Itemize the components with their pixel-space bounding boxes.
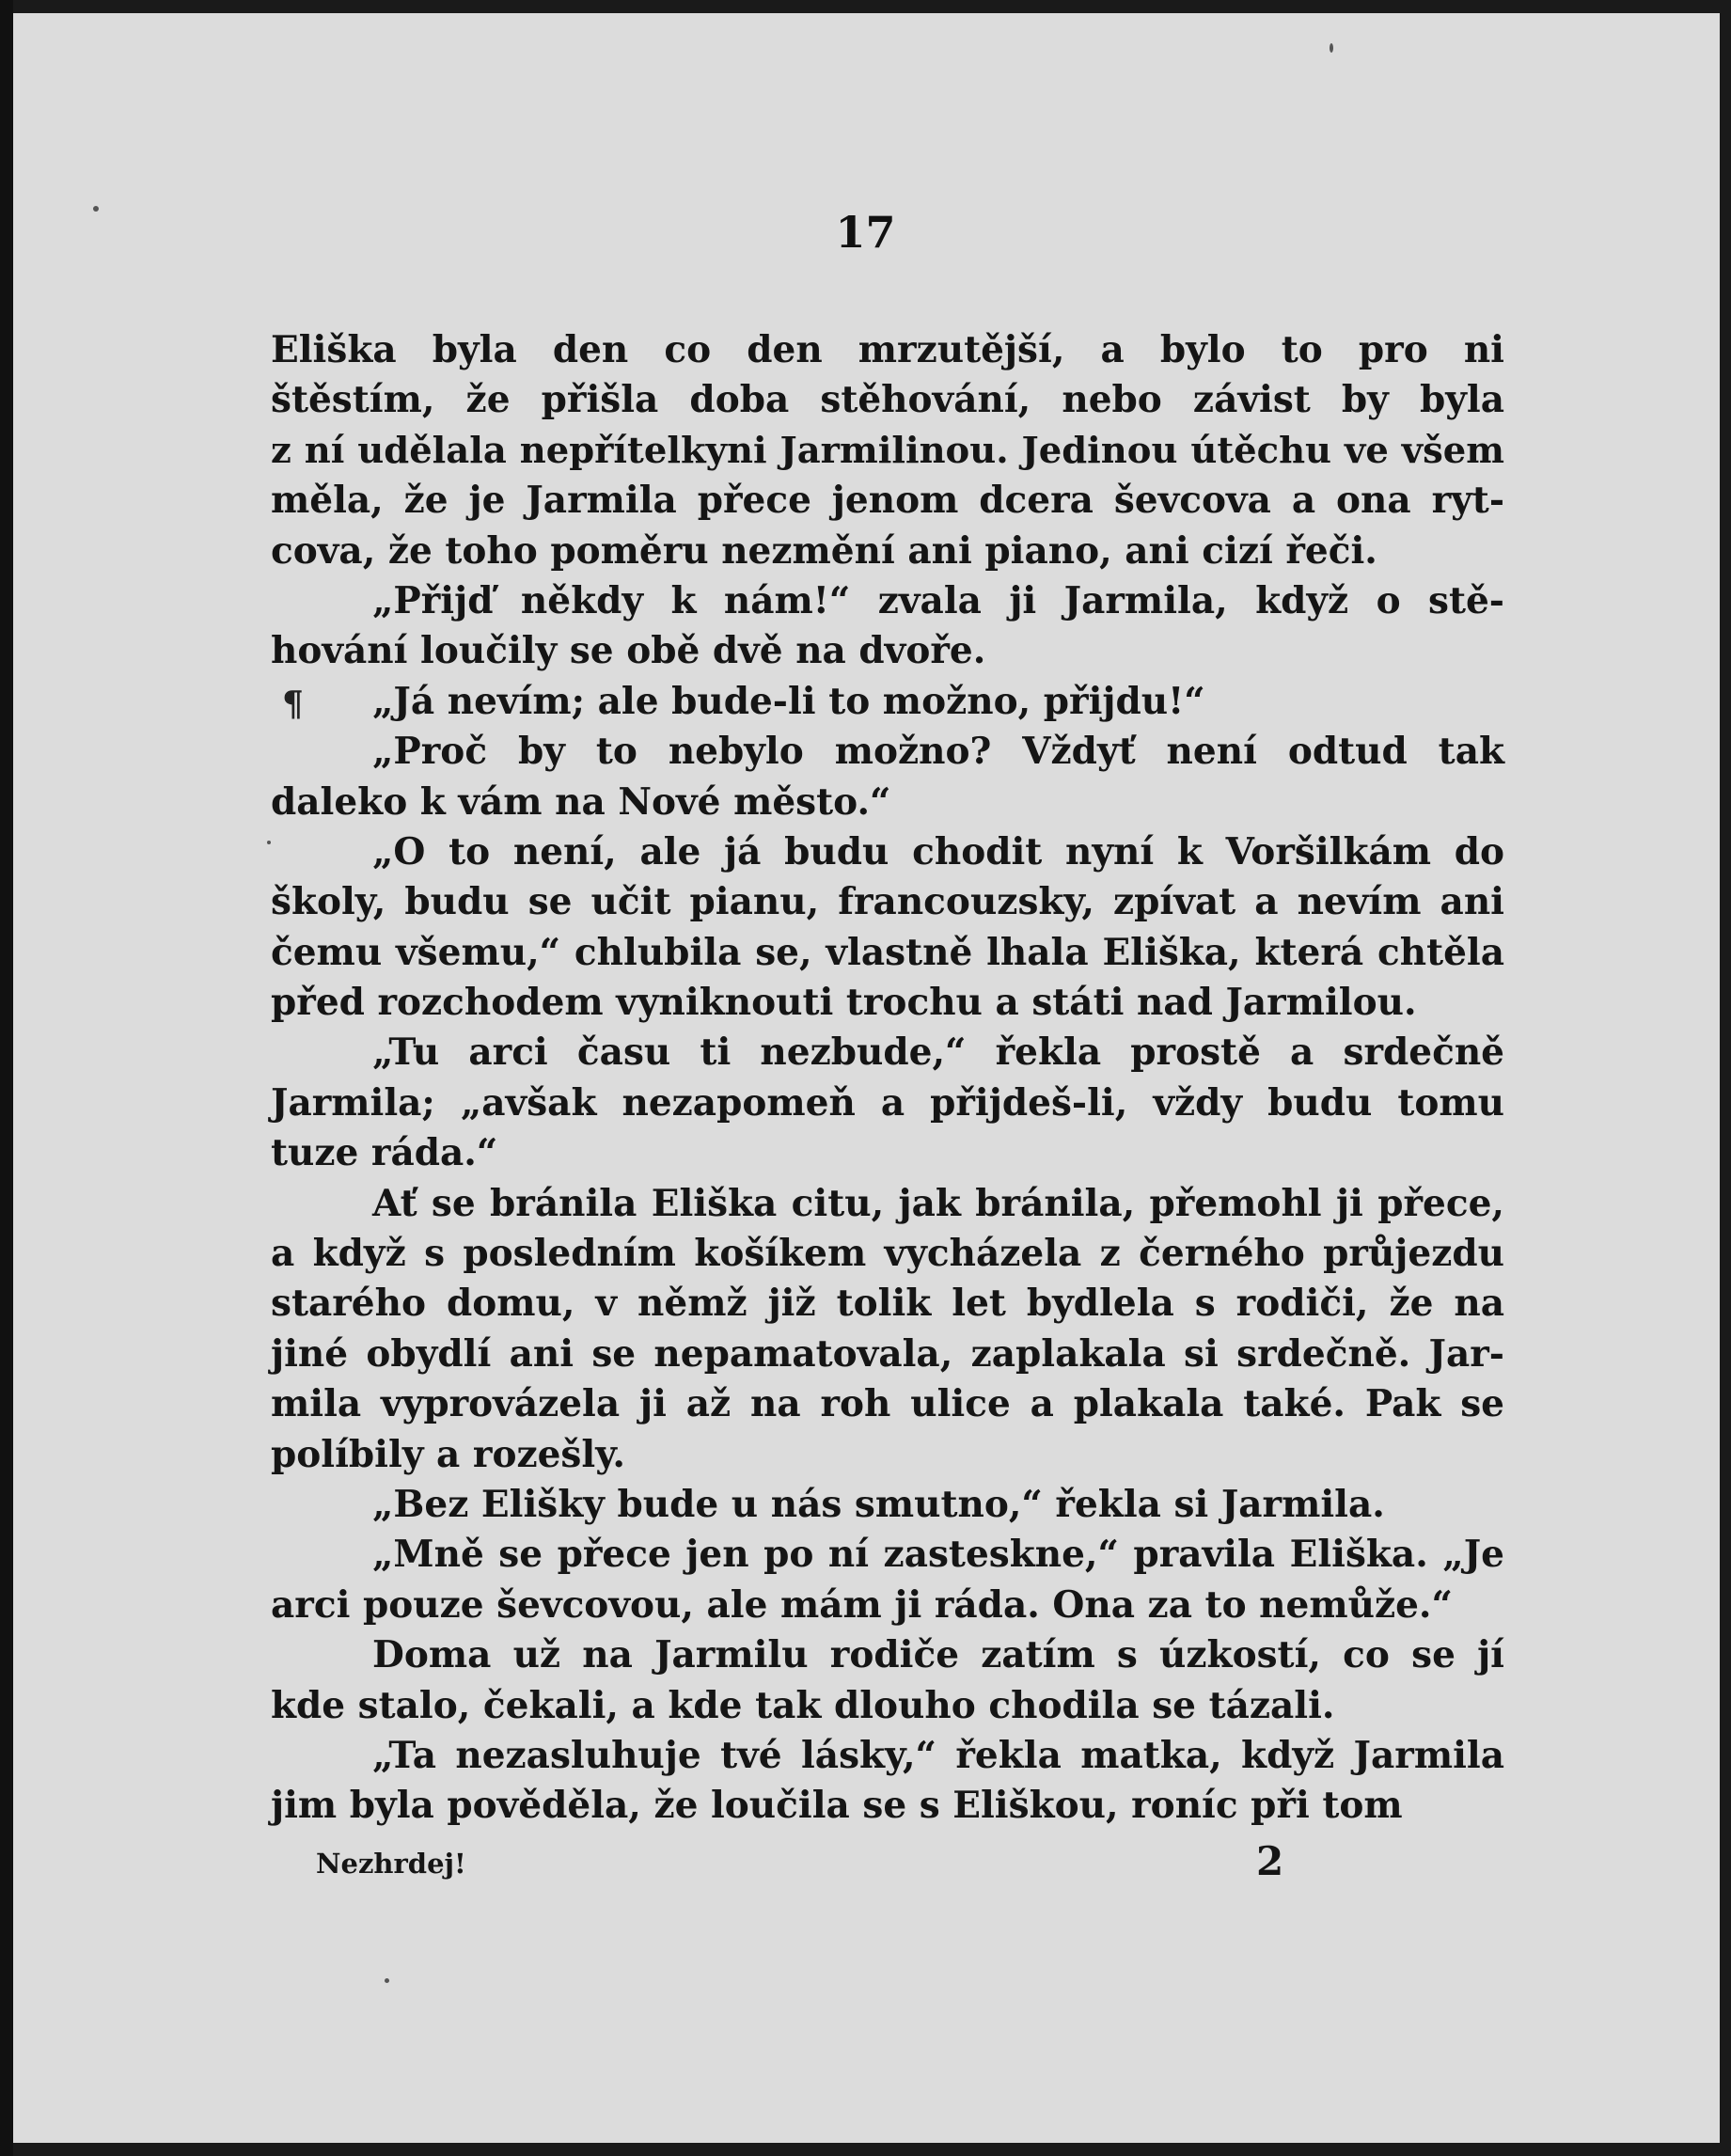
text-line: „Já nevím; ale bude-li to možno, přijdu!“ (372, 679, 1205, 723)
book-spine-edge (0, 0, 13, 2156)
scan-speck (1330, 43, 1333, 53)
page-footer (0, 1838, 1731, 1895)
text-line: tuze ráda.“ (271, 1131, 498, 1175)
text-line: Ať se bránila Eliška citu, jak bránila, přemohl ji přece, (372, 1181, 1504, 1225)
text-line: měla, že je Jarmila přece jenom dcera ševcova a ona ryt- (271, 479, 1504, 523)
text-line: arci pouze ševcovou, ale mám ji ráda. Ona za to nemůže.“ (271, 1582, 1453, 1627)
margin-mark: ¶ (282, 685, 304, 724)
text-line: Eliška byla den co den mrzutější, a bylo to pro ni (271, 328, 1504, 371)
footer-book-title: Nezhrdej! (316, 1848, 466, 1880)
paragraph (271, 1028, 1504, 1178)
paragraph (271, 325, 1504, 576)
text-line: Doma už na Jarmilu rodiče zatím s úzkostí, co se jí (372, 1633, 1504, 1677)
text-line: štěstím, že přišla doba stěhování, nebo závist by byla (271, 378, 1504, 422)
text-line: kde stalo, čekali, a kde tak dlouho chodila se tázali. (271, 1683, 1335, 1727)
paragraph (271, 727, 1504, 827)
text-line: Jarmila; „avšak nezapomeň a přijdeš-li, vždy budu tomu (271, 1080, 1504, 1125)
scan-speck (385, 1978, 389, 1983)
text-line: „Tu arci času ti nezbude,“ řekla prostě a srdečně (372, 1031, 1504, 1075)
text-line: „Přijď někdy k nám!“ zvala ji Jarmila, když o stě- (372, 578, 1504, 622)
text-line: cova, že toho poměru nezmění ani piano, ani cizí řeči. (271, 528, 1377, 573)
text-line: a když s posledním košíkem vycházela z černého průjezdu (271, 1232, 1504, 1276)
text-line: políbily a rozešly. (271, 1432, 625, 1476)
page-number: 17 (835, 207, 896, 258)
text-line: starého domu, v němž již tolik let bydlela s rodiči, že na (271, 1282, 1504, 1326)
text-line: „Bez Elišky bude u nás smutno,“ řekla si Jarmila. (372, 1482, 1385, 1526)
text-line: mila vyprovázela ji až na roh ulice a plakala také. Pak se (271, 1382, 1504, 1426)
text-line: jim byla pověděla, že loučila se s Eliškou, roníc při tom (271, 1784, 1403, 1828)
text-line: školy, budu se učit pianu, francouzsky, zpívat a nevím ani (271, 880, 1504, 924)
text-line: „O to není, ale já budu chodit nyní k Voršilkám do (372, 829, 1504, 873)
paragraph (271, 1480, 1504, 1530)
text-line: čemu všemu,“ chlubila se, vlastně lhala Eliška, která chtěla (271, 930, 1504, 974)
text-line: jiné obydlí ani se nepamatovala, zaplakala si srdečně. Jar- (271, 1331, 1504, 1376)
paragraph (271, 1179, 1504, 1480)
paragraph (271, 677, 1504, 727)
paragraph (271, 1530, 1504, 1630)
paragraph (271, 1630, 1504, 1731)
text-line: „Proč by to nebylo možno? Vždyť není odtud tak (372, 730, 1504, 774)
paragraph (271, 1731, 1504, 1832)
body-text (271, 325, 1504, 1832)
paragraph (271, 576, 1504, 677)
text-line: daleko k vám na Nové město.“ (271, 779, 891, 824)
signature-mark: 2 (1256, 1838, 1284, 1884)
text-line: „Ta nezasluhuje tvé lásky,“ řekla matka, když Jarmila (372, 1733, 1504, 1777)
text-line: hování loučily se obě dvě na dvoře. (271, 629, 986, 673)
text-line: z ní udělala nepřítelkyni Jarmilinou. Jedinou útěchu ve všem (271, 429, 1504, 472)
paragraph (271, 827, 1504, 1029)
text-line: „Mně se přece jen po ní zasteskne,“ pravila Eliška. „Je (372, 1533, 1504, 1577)
text-line: před rozchodem vyniknouti trochu a státi nad Jarmilou. (271, 981, 1417, 1025)
